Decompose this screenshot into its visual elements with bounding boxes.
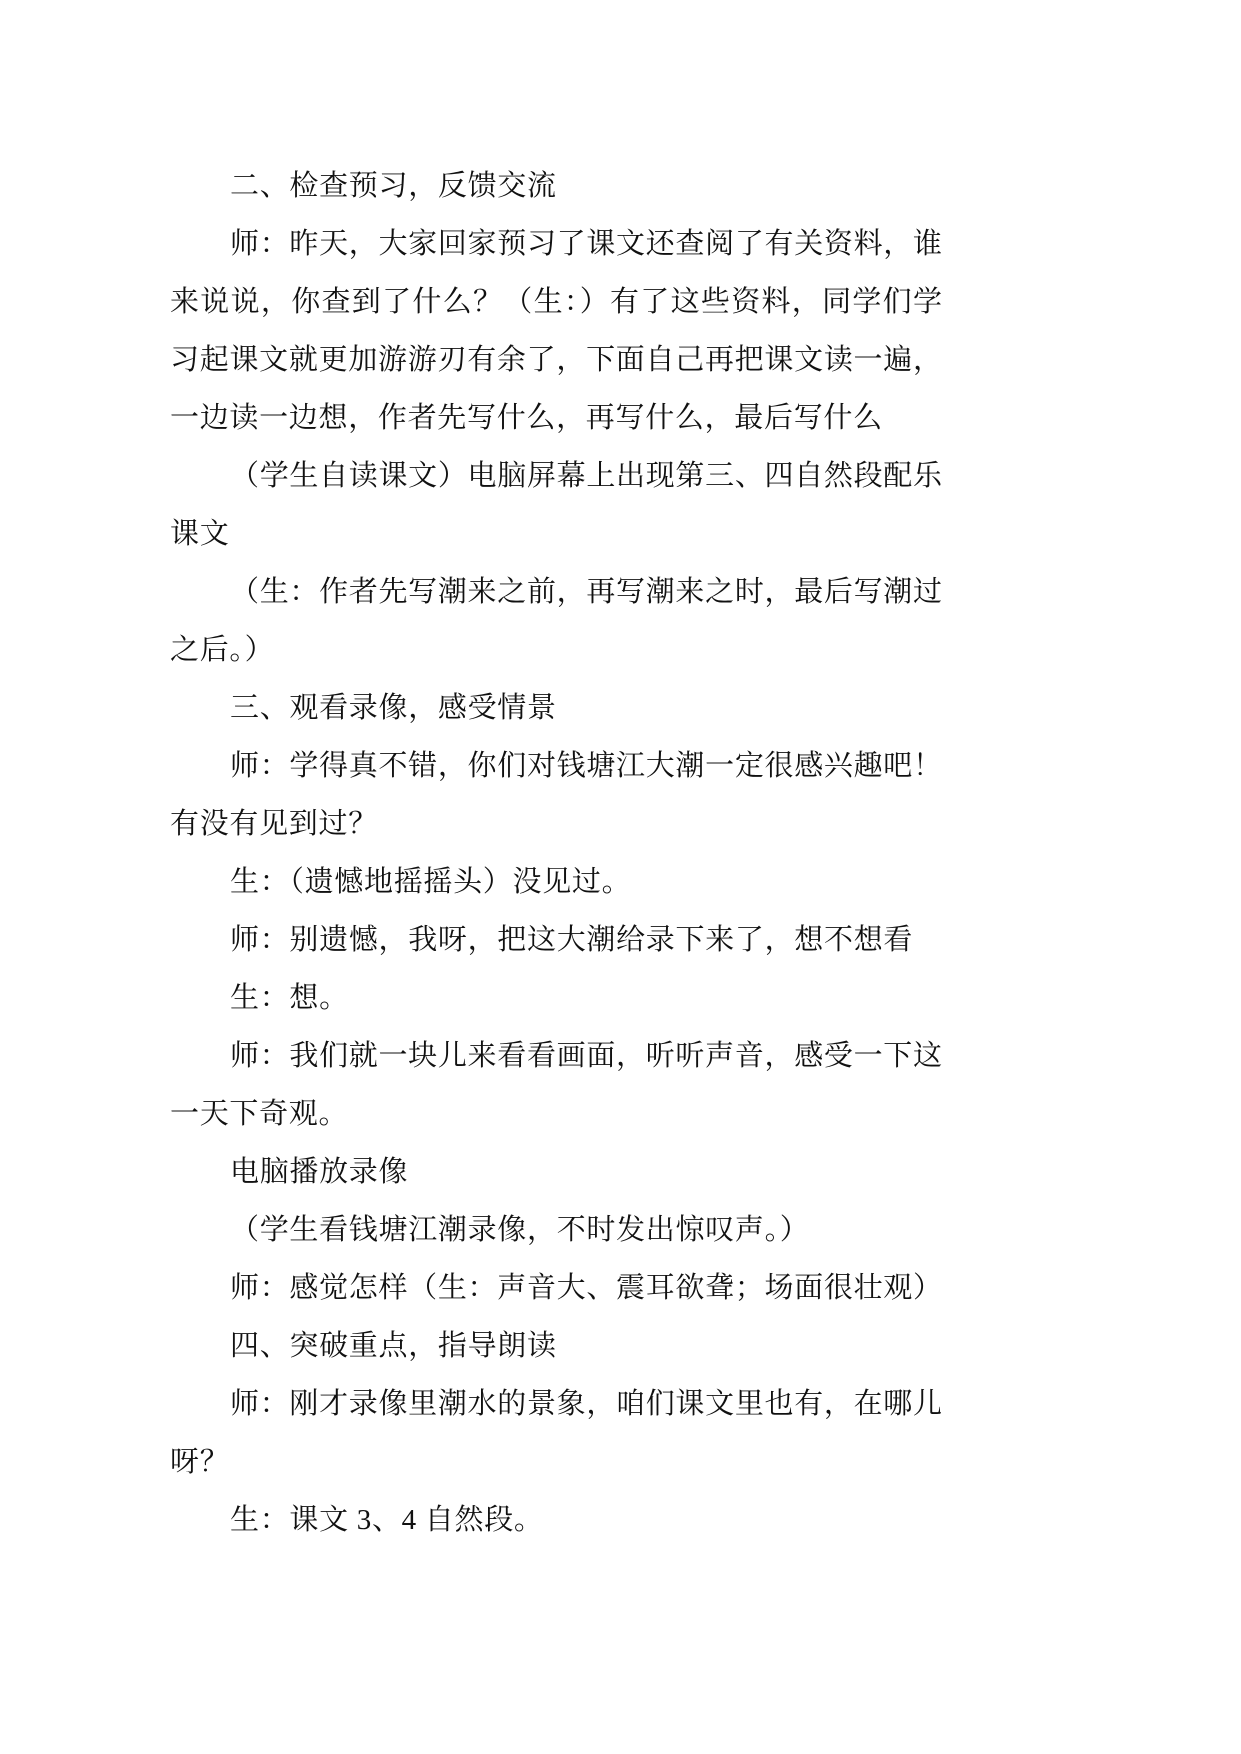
text-line: 电脑播放录像: [230, 1156, 409, 1188]
text-line: 呀？: [170, 1446, 230, 1478]
text-line: 生：想。: [230, 982, 349, 1014]
text-line: 师：感觉怎样（生：声音大、震耳欲聋；场面很壮观）: [230, 1272, 942, 1304]
text-line: 来说说，你查到了什么？（生：）有了这些资料，同学们学: [170, 286, 942, 318]
text-line: 师：学得真不错，你们对钱塘江大潮一定很感兴趣吧！: [230, 750, 942, 782]
section-heading-check-preview: 二、检查预习，反馈交流: [230, 170, 557, 202]
text-line: 师：昨天，大家回家预习了课文还查阅了有关资料，谁: [230, 228, 942, 260]
text-line: （生：作者先写潮来之前，再写潮来之时，最后写潮过: [230, 576, 942, 608]
text-line: 有没有见到过？: [170, 808, 378, 840]
text-line: 习起课文就更加游游刃有余了，下面自己再把课文读一遍，: [170, 344, 942, 376]
document-body: [170, 157, 942, 1549]
text-line: （学生自读课文）电脑屏幕上出现第三、四自然段配乐: [230, 460, 942, 492]
text-line: 一边读一边想，作者先写什么，再写什么，最后写什么: [170, 402, 883, 434]
section-heading-watch-video: 三、观看录像，感受情景: [230, 692, 557, 724]
text-line: 生：（遗憾地摇摇头）没见过。: [230, 866, 632, 898]
text-line: 生：课文 3、4 自然段。: [230, 1504, 544, 1536]
text-line: 课文: [170, 518, 230, 550]
text-line: 师：我们就一块儿来看看画面，听听声音，感受一下这: [230, 1040, 942, 1072]
text-line: 师：别遗憾，我呀，把这大潮给录下来了，想不想看: [230, 924, 914, 956]
text-line: 师：刚才录像里潮水的景象，咱们课文里也有，在哪儿: [230, 1388, 942, 1420]
text-line: （学生看钱塘江潮录像，不时发出惊叹声。）: [230, 1214, 810, 1246]
text-line: 一天下奇观。: [170, 1098, 349, 1130]
text-line: 之后。）: [170, 634, 275, 666]
section-heading-key-points: 四、突破重点，指导朗读: [230, 1330, 557, 1362]
